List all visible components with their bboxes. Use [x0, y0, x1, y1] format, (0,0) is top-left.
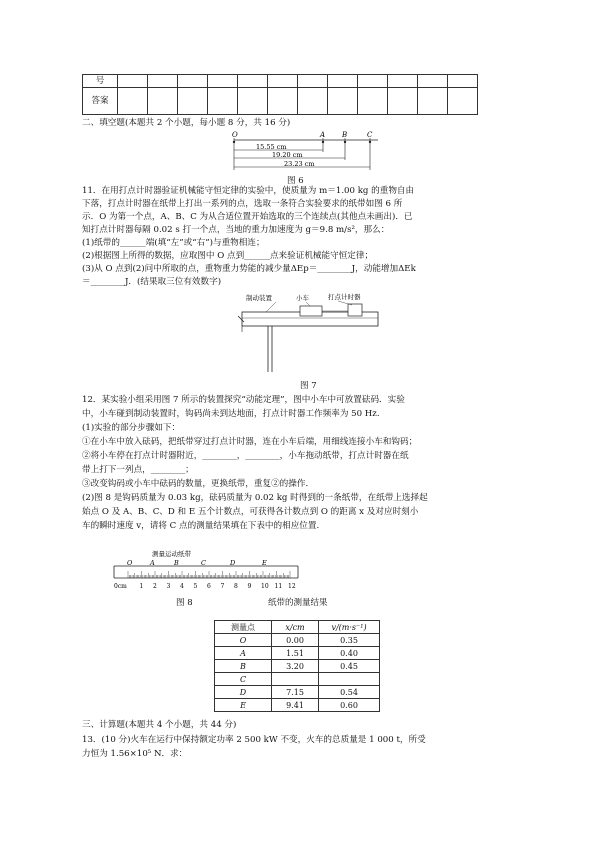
q12-line: (1)实验的部分步骤如下： — [82, 423, 181, 433]
fig8-point-C: C — [201, 559, 206, 567]
ruler-number: 4 — [180, 583, 184, 590]
fig6-dim-3: 23.23 cm — [284, 160, 315, 168]
fig8-caption: 图 8 — [176, 598, 193, 608]
q11-line: ＝________J．(结果取三位有效数字) — [82, 277, 222, 287]
answer-cell — [208, 75, 238, 88]
ruler-number: 1 — [139, 583, 144, 590]
q12-line: ③改变钩码或小车中砝码的数量，更换纸带，重复②的操作． — [82, 479, 315, 489]
header-v: v/(m·s⁻¹) — [319, 621, 380, 634]
answer-cell — [418, 75, 448, 88]
q12-line: ②将小车停在打点计时器附近，________，________，小车拖动纸带，打点计时器在纸 — [82, 451, 409, 461]
q11-line: (2)根据图上所得的数据，应取图中 O 点到______点来验证机械能守恒定律； — [82, 251, 374, 261]
fig6-point-C: C — [367, 131, 373, 139]
q12-line: (2)图 8 是钩码质量为 0.03 kg，砝码质量为 0.02 kg 时得到的一条纸带，在纸带上选择起 — [82, 493, 428, 503]
ruler-number: 0cm — [114, 583, 127, 590]
ruler-number: 10 — [261, 583, 269, 590]
answer-cell — [328, 75, 358, 88]
answer-cell — [118, 75, 148, 88]
cell-x-blank[interactable] — [272, 673, 319, 686]
fig7-caption: 图 7 — [300, 381, 317, 391]
cell-x: 0.00 — [272, 634, 319, 647]
q12-line: 12．某实验小组采用图 7 所示的装置探究“动能定理”，图中小车中可放置砝码．实验 — [82, 395, 405, 405]
fig8-point-E: E — [262, 559, 267, 567]
answer-cell — [328, 88, 358, 115]
fig6-dim-1: 15.55 cm — [256, 143, 287, 151]
cell-x: 7.15 — [272, 686, 319, 699]
answer-cell — [238, 75, 268, 88]
answer-table-row-number — [83, 75, 478, 88]
fig7-label-brake: 制动装置 — [246, 294, 272, 302]
fig7-label-timer: 打点计时器 — [328, 293, 361, 301]
ruler-number: 2 — [153, 583, 157, 590]
answer-cell — [418, 88, 448, 115]
row-label-answer: 答案 — [83, 88, 118, 115]
answer-cell — [298, 88, 328, 115]
answer-cell — [178, 75, 208, 88]
table-row — [215, 660, 380, 673]
cell-point: D — [215, 686, 272, 699]
q12-line: 始点 O 及 A、B、C、D 和 E 五个计数点，可获得各计数点到 O 的距离 x 及对应时刻小 — [82, 507, 419, 517]
measure-table-caption: 纸带的测量结果 — [268, 598, 328, 608]
cell-v-blank[interactable] — [319, 673, 380, 686]
q11-line: 知打点计时器每隔 0.02 s 打一个点，当地的重力加速度为 g＝9.8 m/s²，那么： — [82, 225, 390, 235]
cell-v: 0.45 — [319, 660, 380, 673]
cell-x: 1.51 — [272, 647, 319, 660]
ruler-number: 9 — [247, 583, 252, 590]
section2-heading: 二、填空题(本题共 2 个小题，每小题 8 分，共 16 分) — [82, 118, 291, 128]
cell-v: 0.54 — [319, 686, 380, 699]
answer-cell — [388, 75, 418, 88]
q12-line: 中，小车碰到制动装置时，钩码尚未到达地面，打点计时器工作频率为 50 Hz. — [82, 409, 380, 419]
answer-cell — [148, 88, 178, 115]
cell-point: A — [215, 647, 272, 660]
q11-line: 下落，打点计时器在纸带上打出一系列的点，选取一条符合实验要求的纸带如图 6 所 — [82, 199, 403, 209]
cell-point: B — [215, 660, 272, 673]
cell-point: O — [215, 634, 272, 647]
section3-heading: 三、计算题(本题共 4 个小题，共 44 分) — [82, 720, 237, 730]
cell-x: 9.41 — [272, 699, 319, 712]
answer-cell — [178, 88, 208, 115]
cell-point: C — [215, 673, 272, 686]
header-x: x/cm — [272, 621, 319, 634]
answer-cell — [268, 75, 298, 88]
answer-table — [82, 74, 478, 115]
answer-cell — [388, 88, 418, 115]
fig8-ruler-ticks — [128, 571, 290, 578]
fig7-label-cart: 小车 — [296, 294, 309, 302]
fig6-caption: 图 6 — [287, 176, 304, 186]
ruler-number: 7 — [220, 583, 225, 590]
ruler-number: 5 — [193, 583, 198, 590]
answer-cell — [208, 88, 238, 115]
fig8-ruler-numbers — [114, 583, 296, 590]
table-row — [215, 647, 380, 660]
cell-v: 0.40 — [319, 647, 380, 660]
fig6-dim-2: 19.20 cm — [272, 151, 303, 159]
ruler-number: 6 — [207, 583, 211, 590]
table-row — [215, 686, 380, 699]
answer-cell — [358, 88, 388, 115]
fig6-point-B: B — [342, 131, 348, 139]
answer-cell — [448, 75, 478, 88]
measure-table-header — [215, 621, 380, 634]
q12-line: ①在小车中放入砝码，把纸带穿过打点计时器，连在小车后端，用细线连接小车和钩码； — [82, 437, 418, 447]
cell-v: 0.60 — [319, 699, 380, 712]
q11-line: (3)从 O 点到(2)问中所取的点，重物重力势能的减少量ΔEp＝________J，动能增加ΔEk — [82, 264, 416, 274]
fig7-apparatus-diagram — [236, 292, 386, 374]
measure-table — [214, 620, 380, 712]
fig8-point-D: D — [230, 559, 236, 567]
answer-table-row-answer — [83, 88, 478, 115]
answer-cell — [238, 88, 268, 115]
answer-cell — [118, 88, 148, 115]
answer-cell — [148, 75, 178, 88]
answer-cell — [358, 75, 388, 88]
q13-line: 13．(10 分)火车在运行中保持额定功率 2 500 kW 不变，火车的总质量是 1 000 t，所受 — [82, 735, 426, 745]
q11-line: (1)纸带的______端(填“左”或“右”)与重物相连； — [82, 238, 265, 248]
cell-point: E — [215, 699, 272, 712]
fig6-tape-diagram — [228, 130, 388, 174]
q13-line: 力恒为 1.56×10⁵ N．求： — [82, 749, 188, 759]
header-point: 测量点 — [215, 621, 272, 634]
ruler-number: 11 — [274, 583, 283, 590]
table-row — [215, 634, 380, 647]
table-row — [215, 673, 380, 686]
fig6-point-A: A — [320, 131, 326, 139]
answer-cell — [298, 75, 328, 88]
fig8-ruler-diagram — [112, 548, 302, 594]
fig8-point-A: A — [150, 559, 155, 567]
table-row — [215, 699, 380, 712]
row-label-number: 号 — [83, 75, 118, 88]
fig8-title: 测量运动纸带 — [152, 550, 191, 558]
fig8-point-B: B — [174, 559, 179, 567]
answer-cell — [268, 88, 298, 115]
q11-line: 示．O 为第一个点，A、B、C 为从合适位置开始选取的三个连续点(其他点未画出)．已 — [82, 212, 413, 222]
q12-line: 车的瞬时速度 v，请将 C 点的测量结果填在下表中的相应位置. — [82, 521, 320, 531]
cell-v: 0.35 — [319, 634, 380, 647]
cell-x: 3.20 — [272, 660, 319, 673]
ruler-number: 12 — [288, 583, 296, 590]
q11-line: 11．在用打点计时器验证机械能守恒定律的实验中，使质量为 m＝1.00 kg 的重物自由 — [82, 186, 415, 196]
answer-cell — [448, 88, 478, 115]
ruler-number: 3 — [166, 583, 171, 590]
fig8-point-O: O — [127, 559, 133, 567]
q12-line: 带上打下一列点，________； — [82, 465, 194, 475]
fig6-point-O: O — [232, 131, 238, 139]
ruler-number: 8 — [234, 583, 238, 590]
